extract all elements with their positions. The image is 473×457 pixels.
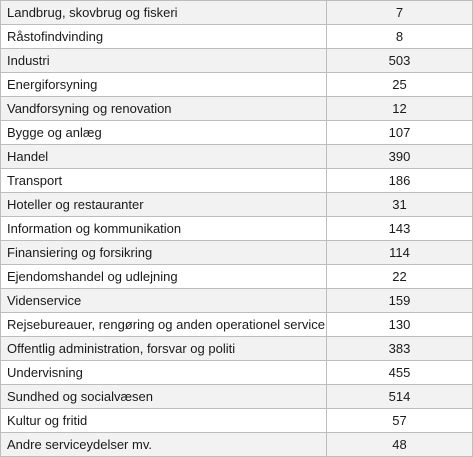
industry-value: 130	[327, 313, 473, 337]
table-row	[1, 25, 473, 49]
industry-label: Ejendomshandel og udlejning	[1, 265, 327, 289]
industry-table-body	[1, 1, 473, 457]
industry-label: Råstofindvinding	[1, 25, 327, 49]
industry-value: 7	[327, 1, 473, 25]
industry-label: Industri	[1, 49, 327, 73]
industry-label: Videnservice	[1, 289, 327, 313]
table-row	[1, 289, 473, 313]
industry-value: 31	[327, 193, 473, 217]
industry-value: 25	[327, 73, 473, 97]
industry-label: Vandforsyning og renovation	[1, 97, 327, 121]
industry-label: Kultur og fritid	[1, 409, 327, 433]
industry-value: 114	[327, 241, 473, 265]
industry-label: Landbrug, skovbrug og fiskeri	[1, 1, 327, 25]
industry-label: Energiforsyning	[1, 73, 327, 97]
industry-value: 390	[327, 145, 473, 169]
table-row	[1, 49, 473, 73]
table-row	[1, 121, 473, 145]
industry-value: 383	[327, 337, 473, 361]
industry-value: 143	[327, 217, 473, 241]
table-row	[1, 145, 473, 169]
industry-label: Andre serviceydelser mv.	[1, 433, 327, 457]
industry-label: Information og kommunikation	[1, 217, 327, 241]
table-row	[1, 241, 473, 265]
industry-label: Finansiering og forsikring	[1, 241, 327, 265]
table-row	[1, 385, 473, 409]
industry-value: 455	[327, 361, 473, 385]
industry-value: 514	[327, 385, 473, 409]
industry-value: 22	[327, 265, 473, 289]
table-row	[1, 313, 473, 337]
industry-value: 12	[327, 97, 473, 121]
industry-value: 8	[327, 25, 473, 49]
table-row	[1, 193, 473, 217]
table-row	[1, 409, 473, 433]
table-row	[1, 169, 473, 193]
industry-label: Undervisning	[1, 361, 327, 385]
table-row	[1, 337, 473, 361]
industry-label: Handel	[1, 145, 327, 169]
table-row	[1, 217, 473, 241]
industry-value: 48	[327, 433, 473, 457]
table-row	[1, 433, 473, 457]
industry-label: Sundhed og socialvæsen	[1, 385, 327, 409]
table-row	[1, 1, 473, 25]
table-row	[1, 265, 473, 289]
table-row	[1, 361, 473, 385]
industry-value: 57	[327, 409, 473, 433]
industry-label: Offentlig administration, forsvar og politi	[1, 337, 327, 361]
industry-label: Hoteller og restauranter	[1, 193, 327, 217]
industry-label: Transport	[1, 169, 327, 193]
industry-value: 159	[327, 289, 473, 313]
table-row	[1, 97, 473, 121]
industry-value: 503	[327, 49, 473, 73]
industry-value: 186	[327, 169, 473, 193]
industry-value: 107	[327, 121, 473, 145]
industry-label: Rejsebureauer, rengøring og anden operationel service	[1, 313, 327, 337]
table-row	[1, 73, 473, 97]
industry-label: Bygge og anlæg	[1, 121, 327, 145]
